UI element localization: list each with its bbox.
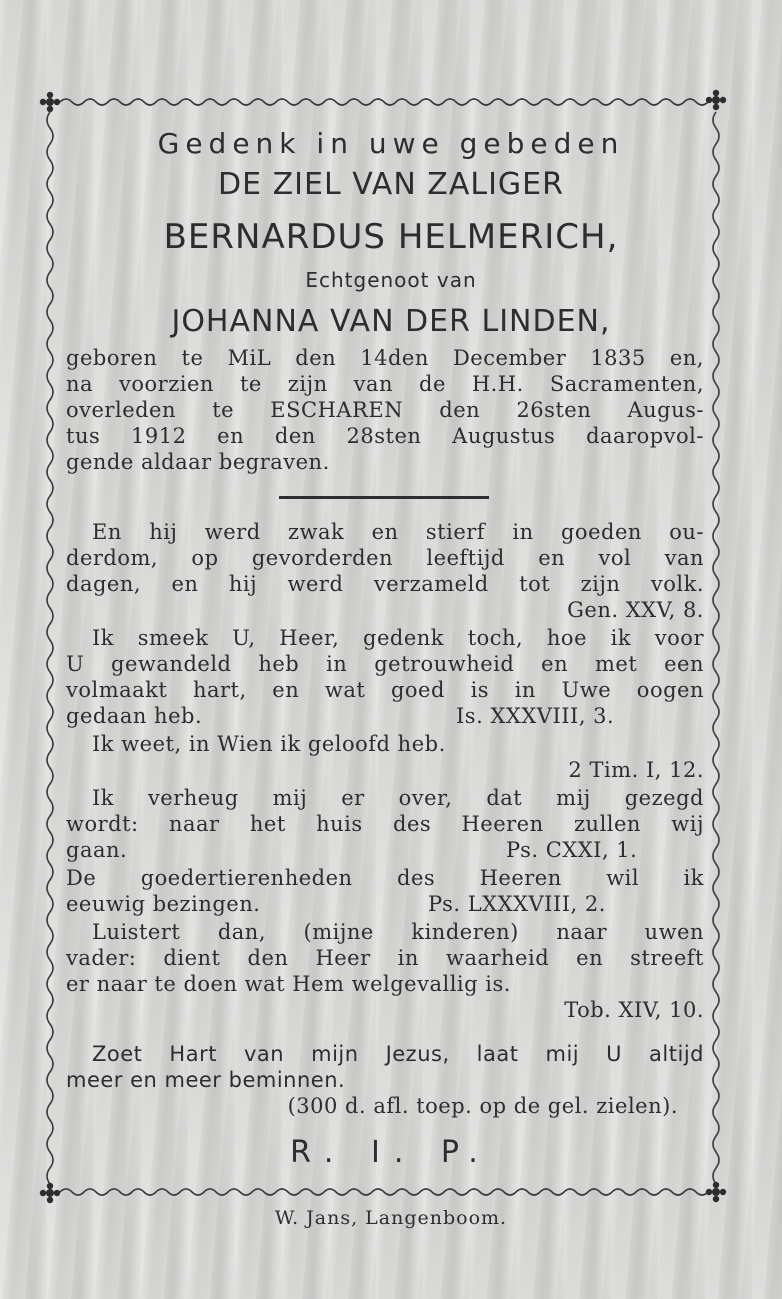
verse-line: Luistert dan, (mijne kinderen) naar uwen bbox=[92, 920, 704, 944]
bio-line: overleden te ESCHAREN den 26sten Augus- bbox=[66, 398, 704, 422]
verse-line: wordt: naar het huis des Heeren zullen wij bbox=[66, 812, 704, 836]
verse-line: U gewandeld heb in getrouwheid en met een bbox=[66, 652, 704, 676]
verse-line: derdom, op gevorderden leeftijd en vol van bbox=[66, 546, 704, 570]
verse-reference: Tob. XIV, 10. bbox=[564, 998, 704, 1022]
prayer-invocation: Gedenk in uwe gebeden bbox=[157, 127, 625, 160]
verse-line: vader: dient den Heer in waarheid en streeft bbox=[66, 946, 704, 970]
bio-line: geboren te MiL den 14den December 1835 en, bbox=[66, 346, 704, 370]
spouse-name: JOHANNA VAN DER LINDEN, bbox=[171, 304, 611, 339]
verse-line: Ik verheug mij er over, dat mij gezegd bbox=[92, 786, 704, 810]
verse-line: dagen, en hij werd verzameld tot zijn volk. bbox=[66, 572, 704, 596]
spouse-label: Echtgenoot van bbox=[305, 268, 477, 292]
verse-line: Ik weet, in Wien ik geloofd heb. bbox=[92, 732, 446, 756]
indulgence-note: (300 d. afl. toep. op de gel. zielen). bbox=[287, 1094, 678, 1118]
printer-credit: W. Jans, Langenboom. bbox=[274, 1207, 508, 1229]
verse-reference: 2 Tim. I, 12. bbox=[568, 758, 704, 782]
bio-line: gende aldaar begraven. bbox=[66, 450, 330, 474]
verse-line: gedaan heb. bbox=[66, 704, 203, 728]
verse-line: eeuwig bezingen. bbox=[66, 892, 261, 916]
verse-reference: Ps. LXXXVIII, 2. bbox=[428, 892, 606, 916]
verse-reference: Ps. CXXI, 1. bbox=[506, 838, 638, 862]
verse-reference: Gen. XXV, 8. bbox=[567, 598, 704, 622]
verse-line: gaan. bbox=[66, 838, 128, 862]
soul-of-deceased: DE ZIEL VAN ZALIGER bbox=[218, 167, 564, 202]
prayer-line: Zoet Hart van mijn Jezus, laat mij U altijd bbox=[92, 1042, 704, 1066]
verse-line: En hij werd zwak en stierf in goeden ou- bbox=[92, 520, 704, 544]
rip-text: R. I. P. bbox=[290, 1135, 492, 1170]
verse-line: er naar te doen wat Hem welgevallig is. bbox=[66, 972, 511, 996]
bio-line: tus 1912 en den 28sten Augustus daaropvol- bbox=[66, 424, 704, 448]
verse-line: volmaakt hart, en wat goed is in Uwe oogen bbox=[66, 678, 704, 702]
deceased-name: BERNARDUS HELMERICH, bbox=[163, 217, 619, 257]
verse-reference: Is. XXXVIII, 3. bbox=[456, 704, 615, 728]
prayer-line: meer en meer beminnen. bbox=[66, 1068, 346, 1092]
verse-line: Ik smeek U, Heer, gedenk toch, hoe ik voor bbox=[92, 626, 704, 650]
divider-rule bbox=[279, 496, 489, 499]
bio-line: na voorzien te zijn van de H.H. Sacramenten, bbox=[66, 372, 704, 396]
verse-line: De goedertierenheden des Heeren wil ik bbox=[66, 866, 704, 890]
